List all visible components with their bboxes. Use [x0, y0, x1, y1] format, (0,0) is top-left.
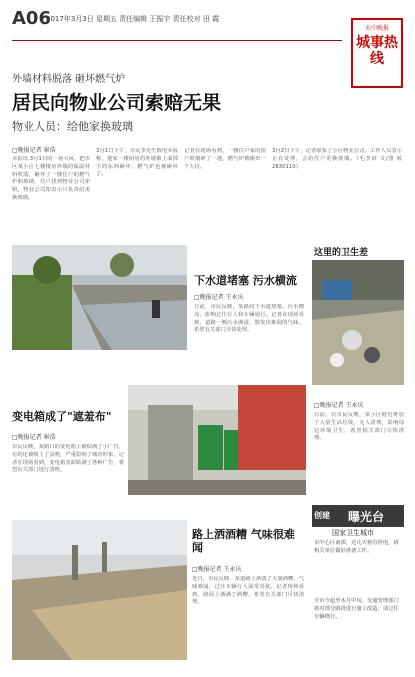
lead-column-1: 本报讯 3月1日的一场大风，把市区某小区七楼楼房外墙的保温材料吹落，砸坏了一楼住户的燃气炉和玻璃，住户找到物业公司索赔，物业公司却表示只负责给更换玻璃。 [12, 156, 90, 201]
lead-column-3: 记者在现场看到，一楼住户家的窗户玻璃碎了一地，燃气炉被砸出一个大坑。 [184, 148, 266, 170]
sidebar-body: 日前，有市民反映，某小区附近堆放了大量生活垃圾，无人清理，影响周边环境卫生，希望相关部门尽快清理。 [314, 412, 404, 442]
story1-byline: □晚报记者 王永庆 [194, 294, 244, 301]
story3-byline: □晚报记者 王永庆 [192, 566, 242, 573]
header-line: 2017年3月3日 星期五 责任编辑 王振宇 责任校对 田 霞 [46, 15, 220, 23]
lead-column-4: 3月2日下午，记者联系了小区物业公司，工作人员表示正在处理，会给住户更换玻璃。（毛李谚 文/图 转2830110） [272, 148, 402, 170]
platform-subline: 国家卫生城市 [332, 529, 374, 537]
photo-drainage-image [12, 245, 187, 350]
brand-small: 天中晚报 [364, 25, 389, 32]
sidebar-title: 这里的卫生差 [314, 248, 369, 258]
story1-body: 日前，市民反映，某路段下水道堵塞，污水横流，影响过往行人和车辆通行。记者在现场看到，道路一侧污水漫溢，散发出难闻的气味，希望有关部门尽快处理。 [194, 304, 304, 334]
notice-2: 全市今起至本月中旬，交通管理部门将对部分路段进行施工改造，请过往车辆绕行。 [314, 598, 399, 620]
sidebar-byline: □晚报记者 王永庆 [314, 402, 364, 409]
photo-garbage-image [312, 260, 404, 385]
photo-transformer [128, 385, 306, 495]
lead-column-2: 3月1日下午，市民李先生致电本报称，他家一楼厨房的外墙被上面掉下的东西砸坏，燃气炉也被砸坏了。 [96, 148, 178, 178]
photo-road [12, 520, 187, 660]
story2-body: 市民反映，某路口的变电箱上被贴满了小广告，有的还被喷上了涂鸦，严重影响了城市形象。记者在现场看到，变电箱表面贴满了各种广告，希望有关部门进行清理。 [12, 444, 124, 474]
brand-title: 城事热线 [356, 35, 398, 67]
photo-transformer-image [128, 385, 306, 495]
photo-road-image [12, 520, 187, 660]
exposure-platform-bar [312, 505, 404, 527]
story3-title: 路上洒酒糟 气味很难闻 [192, 528, 295, 554]
lead-headline: 居民向物业公司索赔无果 [12, 92, 222, 114]
photo-garbage [312, 260, 404, 385]
header-rule [12, 40, 342, 41]
platform-text-1: 创建 [314, 511, 330, 520]
lead-subhead: 物业人员：给他家换玻璃 [12, 120, 133, 133]
story2-byline: □晚报记者 崔浩 [12, 434, 56, 441]
lead-byline: □晚报记者 崔浩 [12, 147, 56, 154]
brand-box [351, 18, 403, 88]
platform-text-3: 曝光台 [348, 510, 385, 524]
photo-drainage [12, 245, 187, 350]
story3-body: 近日，市民反映，某道路上洒落了大量酒糟，气味难闻，过往车辆行人深受其扰。记者现场看到，路面上洒满了酒糟，希望有关部门尽快清理。 [192, 576, 304, 606]
page-number: A06 [12, 8, 51, 29]
lead-kicker: 外墙材料脱落 砸坏燃气炉 [12, 74, 126, 85]
notice-1: 市中心区南部，近几天将有停电，请相关单位做好准备工作。 [314, 540, 399, 554]
story1-title: 下水道堵塞 污水横流 [194, 274, 297, 287]
story2-title: 变电箱成了"遮羞布" [12, 410, 112, 423]
